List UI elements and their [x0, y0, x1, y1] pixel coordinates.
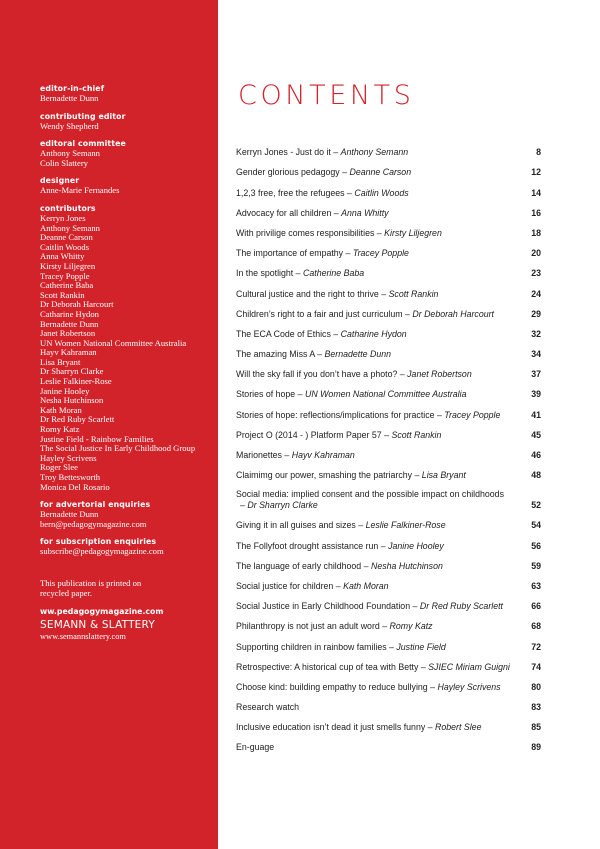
page-number: 59 — [531, 560, 541, 571]
toc-entry[interactable] — [236, 511, 541, 531]
toc-entry-text — [236, 722, 519, 733]
toc-entry[interactable] — [236, 481, 541, 511]
credit-name: Bernadette Dunn — [40, 318, 99, 329]
article-title: The amazing Miss A – — [236, 349, 325, 360]
toc-entry[interactable] — [236, 552, 541, 572]
toc-entry[interactable] — [236, 612, 541, 632]
website-link[interactable]: ww.pedagogymagazine.com — [40, 607, 164, 617]
credit-group — [40, 204, 216, 492]
credit-name: UN Women National Committee Australia — [40, 337, 187, 348]
credit-name: Anthony Semann — [40, 222, 100, 233]
article-author: Bernadette Dunn — [324, 349, 392, 360]
article-author: Hayv Kahraman — [291, 450, 355, 460]
toc-entry[interactable] — [236, 320, 541, 340]
credit-group — [40, 84, 216, 104]
toc-entry[interactable] — [236, 340, 541, 360]
brand-logo: SEMANN & SLATTERY — [40, 619, 155, 632]
toc-entry-text — [236, 601, 519, 612]
toc-entry[interactable] — [236, 239, 541, 259]
brand-website-link[interactable]: www.semannslattery.com — [40, 632, 126, 642]
credit-name: Caitlin Woods — [40, 241, 90, 252]
credit-name: Tracey Popple — [40, 270, 90, 281]
article-author: Catherine Baba — [303, 268, 365, 279]
toc-entry-text — [236, 147, 519, 158]
toc-entry-text — [236, 621, 519, 632]
page-number: 74 — [531, 661, 541, 672]
credit-name: Romy Katz — [40, 424, 80, 435]
toc-entry[interactable] — [236, 733, 541, 753]
toc-entry-text — [236, 389, 519, 400]
credit-heading: for advertorial enquiries — [40, 500, 151, 510]
credit-name: Deanne Carson — [40, 232, 93, 243]
credit-heading: contributors — [40, 203, 96, 213]
credit-name: Dr Deborah Harcourt — [40, 299, 114, 310]
article-title: Will the sky fall if you don’t have a photo? – — [236, 369, 408, 380]
credit-name: Wendy Shepherd — [40, 120, 99, 131]
email-link[interactable]: subscribe@pedagogymagazine.com — [40, 546, 164, 557]
toc-entry-text — [236, 450, 519, 461]
article-title: Choose kind: building empathy to reduce bullying – — [236, 681, 438, 692]
toc-entry[interactable] — [236, 178, 541, 198]
credit-name: Catharine Hydon — [40, 308, 99, 319]
credit-heading: editoral committee — [40, 139, 126, 149]
page-number: 18 — [531, 227, 541, 238]
table-of-contents — [236, 138, 541, 753]
toc-entry-text — [236, 268, 519, 279]
article-author: Catharine Hydon — [340, 328, 407, 339]
page-number: 41 — [531, 409, 541, 420]
page-number: 52 — [531, 500, 541, 511]
toc-entry-text — [236, 489, 519, 511]
toc-entry[interactable] — [236, 673, 541, 693]
credit-name: Nesha Hutchinson — [40, 395, 104, 406]
toc-entry-text — [236, 410, 519, 421]
article-author: SJIEC Miriam Guigni — [428, 661, 510, 672]
toc-entry-text — [236, 309, 519, 320]
article-author: Scott Rankin — [391, 429, 442, 440]
page-number: 32 — [531, 328, 541, 339]
toc-entry[interactable] — [236, 713, 541, 733]
credit-name: Dr Red Ruby Scarlett — [40, 414, 115, 425]
credit-group — [40, 176, 216, 196]
credit-name: Roger Slee — [40, 462, 78, 473]
article-title: En-guage — [236, 742, 275, 753]
article-author: Janine Hooley — [388, 540, 444, 551]
toc-entry-text — [236, 248, 519, 259]
page-number: 48 — [531, 470, 541, 481]
toc-entry[interactable] — [236, 531, 541, 551]
article-author: Anthony Semann — [340, 147, 409, 158]
article-title: Social justice for children – — [236, 580, 344, 591]
page-number: 23 — [531, 268, 541, 279]
article-title: Inclusive education isn’t dead it just smells funny – — [236, 722, 436, 733]
article-title: Kerryn Jones - Just do it – — [236, 147, 341, 158]
credit-heading: designer — [40, 176, 80, 186]
toc-entry-text — [236, 541, 519, 552]
toc-entry-text — [236, 702, 519, 713]
toc-entry[interactable] — [236, 653, 541, 673]
credit-name: Anne-Marie Fernandes — [40, 185, 120, 196]
toc-entry-text — [236, 349, 519, 360]
page-number: 80 — [531, 681, 541, 692]
recycled-paper-note — [40, 579, 216, 598]
page-number: 72 — [531, 641, 541, 652]
article-author: Robert Slee — [435, 722, 482, 733]
toc-entry[interactable] — [236, 219, 541, 239]
credit-name: Janet Robertson — [40, 328, 96, 339]
toc-entry[interactable] — [236, 461, 541, 481]
toc-entry-text — [236, 470, 519, 481]
credit-group — [40, 112, 216, 132]
toc-entry[interactable] — [236, 158, 541, 178]
credit-name: Catherine Baba — [40, 280, 94, 291]
article-title: Retrospective: A historical cup of tea with Betty – — [236, 661, 429, 672]
credit-name: Bernadette Dunn — [40, 93, 99, 103]
page-number: 34 — [531, 349, 541, 360]
credit-name: Lisa Bryant — [40, 356, 81, 367]
page-number: 56 — [531, 540, 541, 551]
article-title: Social media: implied consent and the possible impact on childhoods — [236, 489, 504, 500]
note-line: recycled paper. — [40, 587, 93, 598]
toc-entry[interactable] — [236, 400, 541, 420]
article-title: Claimimg our power, smashing the patriarchy – — [236, 470, 422, 481]
toc-entry-text — [236, 581, 519, 592]
toc-entry-text — [236, 188, 519, 199]
article-author: Romy Katz — [389, 621, 433, 632]
article-author: Kath Moran — [343, 580, 389, 591]
toc-entry[interactable] — [236, 693, 541, 713]
credit-group — [40, 500, 216, 529]
credit-name: Kath Moran — [40, 404, 82, 415]
article-title: With privilige comes responsibilities – — [236, 227, 385, 238]
toc-entry[interactable] — [236, 632, 541, 652]
page-number: 39 — [531, 389, 541, 400]
email-link[interactable]: bern@pedagogymagazine.com — [40, 518, 147, 529]
toc-entry[interactable] — [236, 421, 541, 441]
credit-name: Bernadette Dunn — [40, 509, 99, 520]
page-number: 45 — [531, 429, 541, 440]
toc-entry-text — [236, 369, 519, 380]
toc-entry-text — [236, 430, 519, 441]
page-number: 89 — [531, 742, 541, 753]
page-number: 8 — [536, 147, 541, 158]
article-author: Dr Red Ruby Scarlett — [419, 601, 503, 612]
article-author: Justine Field — [396, 641, 446, 652]
article-title: The importance of empathy – — [236, 248, 353, 259]
toc-entry[interactable] — [236, 592, 541, 612]
toc-entry[interactable] — [236, 300, 541, 320]
article-author: Hayley Scrivens — [437, 681, 501, 692]
article-author: Dr Deborah Harcourt — [412, 308, 494, 319]
toc-entry-text — [236, 642, 519, 653]
page-number: 20 — [531, 248, 541, 259]
article-title: Stories of hope: reflections/implications for practice – — [236, 409, 445, 420]
credit-name: Kirsty Liljegren — [40, 260, 96, 271]
article-title: Gender glorious pedagogy – — [236, 167, 350, 178]
toc-entry[interactable] — [236, 441, 541, 461]
page-number: 29 — [531, 308, 541, 319]
masthead-credits — [40, 84, 216, 642]
article-author: Nesha Hutchinson — [370, 560, 443, 571]
article-title: Supporting children in rainbow families – — [236, 641, 397, 652]
note-line: This publication is printed on — [40, 577, 142, 588]
page-number: 66 — [531, 601, 541, 612]
page-number: 46 — [531, 450, 541, 460]
article-author: Caitlin Woods — [354, 187, 409, 198]
article-title: Cultural justice and the right to thrive – — [236, 288, 389, 299]
credit-name: Justine Field - Rainbow Families — [40, 433, 154, 444]
article-author: Anna Whitty — [341, 207, 389, 218]
toc-entry[interactable] — [236, 572, 541, 592]
article-title: Philanthropy is not just an adult word – — [236, 621, 390, 632]
credit-heading: editor-in-chief — [40, 84, 105, 93]
page-number: 63 — [531, 580, 541, 591]
article-title: Children’s right to a fair and just curriculum – — [236, 308, 413, 319]
article-title: Research watch — [236, 702, 300, 713]
toc-entry[interactable] — [236, 138, 541, 158]
page-number: 24 — [531, 288, 541, 299]
article-title: Marionettes – — [236, 450, 292, 460]
toc-entry[interactable] — [236, 259, 541, 279]
credit-group — [40, 139, 216, 168]
contents-panel — [218, 0, 600, 849]
toc-entry-text — [236, 682, 519, 693]
credit-name: Colin Slattery — [40, 157, 88, 168]
toc-entry[interactable] — [236, 199, 541, 219]
article-title: Stories of hope – — [236, 389, 305, 400]
credit-name: Janine Hooley — [40, 385, 90, 396]
article-author: Lisa Bryant — [421, 470, 466, 481]
credit-name: Anthony Semann — [40, 148, 100, 159]
credit-name: Leslie Falkiner-Rose — [40, 376, 112, 387]
credit-name: Scott Rankin — [40, 289, 85, 300]
article-title: Advocacy for all children – — [236, 207, 342, 218]
page-number: 83 — [531, 702, 541, 713]
article-author: Janet Robertson — [407, 369, 472, 380]
credit-name: Hayv Kahraman — [40, 347, 97, 358]
page-number: 54 — [531, 520, 541, 531]
page-number: 12 — [531, 167, 541, 178]
article-author: Leslie Falkiner-Rose — [365, 520, 446, 531]
article-author: – Dr Sharryn Clarke — [240, 500, 318, 511]
credit-name: Kerryn Jones — [40, 212, 86, 223]
page-number: 14 — [531, 187, 541, 198]
toc-entry-text — [236, 289, 519, 300]
article-title: The ECA Code of Ethics – — [236, 328, 341, 339]
toc-entry-text — [236, 520, 519, 531]
article-title: In the spotlight – — [236, 268, 303, 279]
toc-entry-text — [236, 228, 519, 239]
credit-name: The Social Justice In Early Childhood Group — [40, 443, 196, 454]
toc-entry-text — [236, 561, 519, 572]
toc-entry-text — [236, 208, 519, 219]
credit-name: Dr Sharryn Clarke — [40, 366, 104, 377]
article-title: Social Justice in Early Childhood Foundation – — [236, 601, 420, 612]
toc-entry[interactable] — [236, 279, 541, 299]
article-author: Tracey Popple — [352, 248, 409, 259]
credit-heading: for subscription enquiries — [40, 537, 157, 547]
page-title: CONTENTS — [238, 80, 415, 111]
article-author: Scott Rankin — [388, 288, 439, 299]
article-title: Giving it in all guises and sizes – — [236, 520, 366, 531]
page-number: 68 — [531, 621, 541, 632]
article-title: The Follyfoot drought assistance run – — [236, 540, 389, 551]
article-author: UN Women National Committee Australia — [304, 389, 467, 400]
page-number: 37 — [531, 369, 541, 380]
page-number: 16 — [531, 207, 541, 218]
article-author: Tracey Popple — [444, 409, 501, 420]
toc-entry-text — [236, 167, 519, 178]
article-author: Deanne Carson — [349, 167, 412, 178]
toc-entry-text — [236, 742, 519, 753]
article-author: Kirsty Liljegren — [384, 227, 442, 238]
credit-name: Troy Bettesworth — [40, 472, 101, 482]
article-title: The language of early childhood – — [236, 560, 371, 571]
article-title: 1,2,3 free, free the refugees – — [236, 187, 355, 198]
credit-name: Anna Whitty — [40, 251, 85, 262]
toc-entry-text — [236, 662, 519, 673]
article-title: Project O (2014 - ) Platform Paper 57 – — [236, 429, 392, 440]
masthead-panel — [0, 0, 218, 849]
page-number: 85 — [531, 722, 541, 733]
credit-name: Hayley Scrivens — [40, 452, 97, 463]
credit-heading: contributing editor — [40, 111, 126, 121]
credit-name: Monica Del Rosario — [40, 481, 110, 492]
toc-entry[interactable] — [236, 360, 541, 380]
toc-entry[interactable] — [236, 380, 541, 400]
credit-group — [40, 537, 216, 557]
toc-entry-text — [236, 329, 519, 340]
